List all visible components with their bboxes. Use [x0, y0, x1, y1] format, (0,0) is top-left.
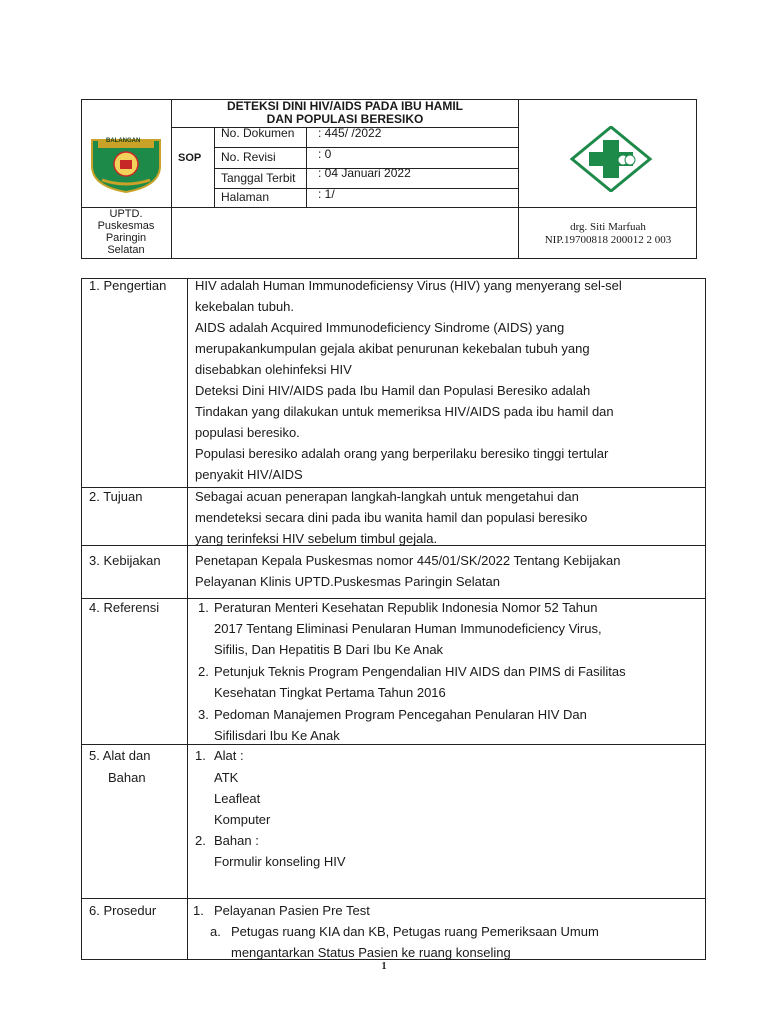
section-label-pengertian: 1. Pengertian: [89, 278, 167, 293]
section-label-kebijakan: 3. Kebijakan: [89, 553, 161, 568]
emblem-lettering: BALANGAN: [106, 138, 141, 144]
tujuan-line: mendeteksi secara dini pada ibu wanita hamil dan populasi beresiko: [195, 510, 588, 525]
pengertian-line: populasi beresiko.: [195, 425, 300, 440]
regional-emblem-icon: [88, 136, 164, 194]
section-label-prosedur: 6. Prosedur: [89, 903, 157, 918]
pengertian-line: disebabkan olehinfeksi HIV: [195, 362, 352, 377]
prosedur-sub-line: Petugas ruang KIA dan KB, Petugas ruang Pemeriksaan Umum: [231, 924, 599, 939]
sop-content-table: [81, 278, 706, 960]
field-label-tanggal-terbit: Tanggal Terbit: [221, 171, 296, 185]
pengertian-line: penyakit HIV/AIDS: [195, 467, 303, 482]
field-value-halaman: : 1/: [318, 187, 335, 201]
prosedur-sub-line: mengantarkan Status Pasien ke ruang konseling: [231, 945, 511, 960]
org-line-uptd: UPTD.: [109, 208, 143, 220]
section-label-alat-line1: 5. Alat dan: [89, 748, 151, 763]
alat-item: Komputer: [214, 812, 271, 827]
field-label-halaman: Halaman: [221, 190, 270, 204]
org-line-selatan: Selatan: [107, 244, 145, 256]
field-value-tanggal-terbit: : 04 Januari 2022: [318, 166, 411, 180]
referensi-line: Sifilisdari Ibu Ke Anak: [214, 728, 340, 743]
alat-group-title: Alat :: [214, 748, 244, 763]
referensi-line: Kesehatan Tingkat Pertama Tahun 2016: [214, 685, 446, 700]
pengertian-line: merupakankumpulan gejala akibat penurunan kekebalan tubuh yang: [195, 341, 590, 356]
alat-group-title: Bahan :: [214, 833, 259, 848]
pengertian-line: Populasi beresiko adalah orang yang berperilaku beresiko tinggi tertular: [195, 446, 609, 461]
sop-header-table: [81, 99, 697, 259]
alat-item: Formulir konseling HIV: [214, 854, 346, 869]
alat-item: Leafleat: [214, 791, 261, 806]
signer-name: drg. Siti Marfuah: [570, 221, 646, 233]
prosedur-step-title: Pelayanan Pasien Pre Test: [214, 903, 370, 918]
field-label-no-revisi: No. Revisi: [221, 150, 276, 164]
section-label-alat-line2: Bahan: [108, 770, 146, 785]
signer-nip: NIP.19700818 200012 2 003: [544, 234, 672, 246]
pengertian-line: HIV adalah Human Immunodeficiensy Virus (HIV) yang menyerang sel-sel: [195, 278, 622, 293]
referensi-number: 1.: [198, 600, 209, 615]
org-line-puskesmas: Puskesmas: [97, 220, 155, 232]
pengertian-line: Deteksi Dini HIV/AIDS pada Ibu Hamil dan Populasi Beresiko adalah: [195, 383, 591, 398]
kebijakan-line: Pelayanan Klinis UPTD.Puskesmas Paringin Selatan: [195, 574, 500, 589]
org-line-paringin: Paringin: [105, 232, 147, 244]
kebijakan-line: Penetapan Kepala Puskesmas nomor 445/01/SK/2022 Tentang Kebijakan: [195, 553, 621, 568]
section-label-tujuan: 2. Tujuan: [89, 489, 143, 504]
referensi-number: 2.: [198, 664, 209, 679]
alat-group-number: 1.: [195, 748, 206, 763]
referensi-line: Sifilis, Dan Hepatitis B Dari Ibu Ke Anak: [214, 642, 444, 657]
sop-label: SOP: [178, 152, 202, 164]
field-value-no-revisi: : 0: [318, 147, 332, 161]
pengertian-line: kekebalan tubuh.: [195, 299, 295, 314]
referensi-line: 2017 Tentang Eliminasi Penularan Human Immunodeficiency Virus,: [214, 621, 602, 636]
alat-group-number: 2.: [195, 833, 206, 848]
pengertian-line: AIDS adalah Acquired Immunodeficiency Sindrome (AIDS) yang: [195, 320, 565, 335]
prosedur-step-number: 1.: [193, 903, 204, 918]
tujuan-line: yang terinfeksi HIV sebelum timbul gejala.: [195, 531, 438, 546]
referensi-number: 3.: [198, 707, 209, 722]
alat-item: ATK: [214, 770, 239, 785]
pengertian-line: Tindakan yang dilakukan untuk memeriksa HIV/AIDS pada ibu hamil dan: [195, 404, 614, 419]
puskesmas-cross-logo-icon: [569, 126, 653, 192]
tujuan-line: Sebagai acuan penerapan langkah-langkah untuk mengetahui dan: [195, 489, 579, 504]
page-number: 1: [381, 961, 387, 972]
document-title-line1: DETEKSI DINI HIV/AIDS PADA IBU HAMIL: [226, 99, 463, 113]
field-value-no-dokumen: : 445/ /2022: [318, 126, 382, 140]
referensi-line: Pedoman Manajemen Program Pencegahan Penularan HIV Dan: [214, 707, 587, 722]
referensi-line: Peraturan Menteri Kesehatan Republik Indonesia Nomor 52 Tahun: [214, 600, 598, 615]
section-label-referensi: 4. Referensi: [89, 600, 160, 615]
prosedur-sub-letter: a.: [210, 924, 221, 939]
referensi-line: Petunjuk Teknis Program Pengendalian HIV AIDS dan PIMS di Fasilitas: [214, 664, 626, 679]
document-title-line2: DAN POPULASI BERESIKO: [266, 112, 424, 126]
field-label-no-dokumen: No. Dokumen: [221, 126, 295, 140]
